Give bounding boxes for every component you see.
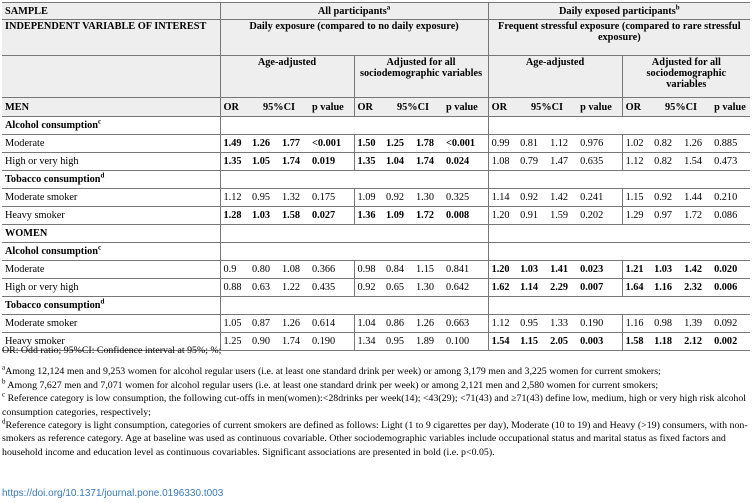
ci-high-cell: 1.72 <box>416 210 435 221</box>
p-value-cell: 0.642 <box>446 282 470 293</box>
or-cell: 1.29 <box>622 207 651 225</box>
p-value-cell: 0.086 <box>714 210 738 221</box>
adjusted-all-header-2: Adjusted for all sociodemographic variables <box>622 56 750 98</box>
or-cell: 0.88 <box>220 279 249 297</box>
or-cell: 1.09 <box>354 189 383 207</box>
note-abbreviations: OR: Odd ratio; 95%CI: Confidence interval at 95%; %; <box>2 345 222 356</box>
ci-high-cell: 1.08 <box>282 264 301 275</box>
or-cell: 1.34 <box>354 333 383 351</box>
or-cell: 1.16 <box>622 315 651 333</box>
ci-high-cell: 1.47 <box>550 156 569 167</box>
ci-low-cell: 0.92 <box>386 192 405 203</box>
ci-low-cell: 1.26 <box>252 138 271 149</box>
or-cell: 1.12 <box>220 189 249 207</box>
p-value-cell: 0.663 <box>446 318 470 329</box>
ci-low-cell: 1.14 <box>520 282 539 293</box>
section-tobacco: Tobacco consumption$^d$ <box>5 171 105 185</box>
adjusted-all-header-1: Adjusted for all sociodemographic variables <box>354 56 488 98</box>
row-label: Moderate <box>5 138 45 149</box>
ci-high-cell: 1.89 <box>416 336 435 347</box>
note-b: $^b$ Among 7,627 men and 7,071 women for alcohol regular users (i.e. at least one standard drink per week) or among 2,121 men and 2,580 women for current smokers; <box>2 377 659 391</box>
ci-low-cell: 0.95 <box>520 318 539 329</box>
ci-low-cell: 0.95 <box>386 336 405 347</box>
all-participants-header: All participants$^a$ <box>220 3 488 20</box>
age-adjusted-header-2: Age-adjusted <box>488 56 622 98</box>
daily-exposed-header: Daily exposed participants$^b$ <box>488 3 750 20</box>
sample-header: SAMPLE <box>5 5 48 17</box>
ci-high-cell: 1.22 <box>282 282 301 293</box>
men-header: MEN <box>5 101 30 113</box>
table-row <box>2 189 750 207</box>
ci-low-cell: 0.92 <box>520 192 539 203</box>
table-row <box>2 153 750 171</box>
p-value-cell: 0.614 <box>312 318 336 329</box>
section-alcohol: Alcohol consumption$^c$ <box>5 243 102 257</box>
doi-link[interactable]: https://doi.org/10.1371/journal.pone.0196330.t003 <box>2 488 224 499</box>
row-label: Moderate smoker <box>5 192 78 203</box>
ci-high-cell: 1.12 <box>550 138 569 149</box>
ci-low-cell: 0.81 <box>520 138 539 149</box>
or-cell: 1.21 <box>622 261 651 279</box>
col-or: OR <box>354 98 383 117</box>
p-value-cell: 0.241 <box>580 192 604 203</box>
note-d: $^d$Reference category is light consumption, categories of current smokers are defined as follows: Light (1 to 9 cigarettes per day), Moderate (10 to 19) and Heavy (>19) consumers, with non-smokers as reference category. Age at baseline was used as continuous covariable. Other sociodemographic variables include occupational status and marital status as fixed factors and household income and education level as continuous covariables. Significant associations are presented in bold (i.e. p<0.05). <box>2 417 748 458</box>
ci-low-cell: 1.03 <box>520 264 539 275</box>
table-footnotes <box>2 344 750 459</box>
or-cell: 1.62 <box>488 279 517 297</box>
table-row <box>2 135 750 153</box>
or-cell: 1.12 <box>488 315 517 333</box>
or-cell: 1.28 <box>220 207 249 225</box>
ci-low-cell: 1.04 <box>386 156 405 167</box>
p-value-cell: 0.020 <box>714 264 738 275</box>
ci-high-cell: 1.26 <box>684 138 703 149</box>
ci-low-cell: 1.16 <box>654 282 673 293</box>
p-value-cell: 0.006 <box>714 282 738 293</box>
ci-low-cell: 0.97 <box>654 210 673 221</box>
women-header: WOMEN <box>5 228 48 239</box>
ci-low-cell: 0.80 <box>252 264 271 275</box>
ci-low-cell: 0.79 <box>520 156 539 167</box>
ci-low-cell: 1.09 <box>386 210 405 221</box>
col-p: p value <box>446 101 478 113</box>
ci-low-cell: 0.82 <box>654 156 673 167</box>
or-cell: 1.02 <box>622 135 651 153</box>
ci-high-cell: 1.26 <box>416 318 435 329</box>
col-ci: 95%CI <box>262 101 296 113</box>
ci-high-cell: 2.12 <box>684 336 703 347</box>
frequent-stressful-header: Frequent stressful exposure (compared to rare stressful exposure) <box>488 20 750 56</box>
or-cell: 1.35 <box>354 153 383 171</box>
ci-low-cell: 1.25 <box>386 138 405 149</box>
ci-high-cell: 1.44 <box>684 192 703 203</box>
ci-low-cell: 0.98 <box>654 318 673 329</box>
ci-high-cell: 1.58 <box>282 210 301 221</box>
col-p: p value <box>312 101 344 113</box>
p-value-cell: 0.024 <box>446 156 470 167</box>
col-ci: 95%CI <box>531 101 564 113</box>
row-label: Heavy smoker <box>5 336 65 347</box>
or-cell: 1.36 <box>354 207 383 225</box>
independent-variable-header: INDEPENDENT VARIABLE OF INTEREST <box>5 21 207 32</box>
note-a: $^a$Among 12,124 men and 9,253 women for alcohol regular users (i.e. at least one standard drink per week) or among 3,179 men and 3,225 women for current smokers; <box>2 364 661 378</box>
p-value-cell: 0.008 <box>446 210 470 221</box>
ci-low-cell: 1.03 <box>654 264 673 275</box>
ci-high-cell: 1.32 <box>282 192 301 203</box>
ci-high-cell: 2.05 <box>550 336 569 347</box>
ci-high-cell: 1.15 <box>416 264 435 275</box>
col-p: p value <box>580 101 612 113</box>
or-cell: 1.14 <box>488 189 517 207</box>
ci-high-cell: 1.77 <box>282 138 301 149</box>
p-value-cell: 0.435 <box>312 282 336 293</box>
p-value-cell: 0.100 <box>446 336 470 347</box>
p-value-cell: 0.841 <box>446 264 470 275</box>
ci-low-cell: 0.82 <box>654 138 673 149</box>
or-cell: 0.9 <box>220 261 249 279</box>
col-p: p value <box>714 101 746 113</box>
or-cell: 1.50 <box>354 135 383 153</box>
p-value-cell: 0.976 <box>580 138 604 149</box>
p-value-cell: 0.325 <box>446 192 470 203</box>
ci-low-cell: 1.15 <box>520 336 539 347</box>
or-cell: 1.20 <box>488 261 517 279</box>
or-cell: 1.15 <box>622 189 651 207</box>
ci-high-cell: 1.74 <box>282 156 301 167</box>
or-cell: 1.64 <box>622 279 651 297</box>
section-tobacco: Tobacco consumption$^d$ <box>5 297 105 311</box>
p-value-cell: <0.001 <box>446 138 476 149</box>
or-cell: 1.05 <box>220 315 249 333</box>
ci-low-cell: 0.91 <box>520 210 539 221</box>
p-value-cell: 0.210 <box>714 192 738 203</box>
ci-high-cell: 1.74 <box>282 336 301 347</box>
or-cell: 1.08 <box>488 153 517 171</box>
or-cell: 0.99 <box>488 135 517 153</box>
row-label: High or very high <box>5 282 79 293</box>
ci-high-cell: 1.74 <box>416 156 435 167</box>
results-table <box>2 2 750 351</box>
col-or: OR <box>622 98 651 117</box>
ci-high-cell: 1.39 <box>684 318 703 329</box>
ci-low-cell: 0.65 <box>386 282 405 293</box>
ci-low-cell: 0.92 <box>654 192 673 203</box>
p-value-cell: 0.202 <box>580 210 604 221</box>
p-value-cell: 0.366 <box>312 264 336 275</box>
table-row <box>2 207 750 225</box>
ci-high-cell: 1.26 <box>282 318 301 329</box>
p-value-cell: 0.027 <box>312 210 336 221</box>
p-value-cell: 0.473 <box>714 156 738 167</box>
p-value-cell: 0.190 <box>312 336 336 347</box>
table-row <box>2 279 750 297</box>
daily-exposure-header: Daily exposure (compared to no daily exposure) <box>220 20 488 56</box>
p-value-cell: 0.175 <box>312 192 336 203</box>
or-cell: 1.58 <box>622 333 651 351</box>
ci-high-cell: 1.59 <box>550 210 569 221</box>
or-cell: 1.35 <box>220 153 249 171</box>
p-value-cell: 0.023 <box>580 264 604 275</box>
ci-high-cell: 1.33 <box>550 318 569 329</box>
ci-low-cell: 0.84 <box>386 264 405 275</box>
p-value-cell: 0.002 <box>714 336 738 347</box>
p-value-cell: 0.019 <box>312 156 336 167</box>
note-c: $^c$ Reference category is low consumption, the following cut-offs in men(women):<28drinks per week(14); <43(29); <71(43) and ≥71(43) define low, medium, high or very high risk alcohol consumption categories, respectively; <box>2 390 747 418</box>
ci-high-cell: 1.54 <box>684 156 703 167</box>
ci-high-cell: 1.41 <box>550 264 569 275</box>
or-cell: 1.25 <box>220 333 249 351</box>
ci-high-cell: 1.30 <box>416 192 435 203</box>
ci-low-cell: 1.05 <box>252 156 271 167</box>
ci-low-cell: 1.03 <box>252 210 271 221</box>
age-adjusted-header-1: Age-adjusted <box>220 56 354 98</box>
or-cell: 0.98 <box>354 261 383 279</box>
ci-low-cell: 0.95 <box>252 192 271 203</box>
ci-low-cell: 0.90 <box>252 336 271 347</box>
p-value-cell: 0.092 <box>714 318 738 329</box>
ci-high-cell: 1.30 <box>416 282 435 293</box>
p-value-cell: 0.007 <box>580 282 604 293</box>
blank-cell <box>2 56 220 98</box>
row-label: Moderate smoker <box>5 318 78 329</box>
ci-low-cell: 1.18 <box>654 336 673 347</box>
ci-high-cell: 1.42 <box>550 192 569 203</box>
p-value-cell: 0.003 <box>580 336 604 347</box>
ci-low-cell: 0.86 <box>386 318 405 329</box>
ci-high-cell: 2.32 <box>684 282 703 293</box>
ci-low-cell: 0.63 <box>252 282 271 293</box>
row-label: Moderate <box>5 264 45 275</box>
ci-high-cell: 1.42 <box>684 264 703 275</box>
ci-high-cell: 1.72 <box>684 210 703 221</box>
col-ci: 95%CI <box>396 101 430 113</box>
ci-high-cell: 2.29 <box>550 282 569 293</box>
p-value-cell: 0.190 <box>580 318 604 329</box>
or-cell: 1.54 <box>488 333 517 351</box>
table-row <box>2 315 750 333</box>
or-cell: 1.20 <box>488 207 517 225</box>
ci-low-cell: 0.87 <box>252 318 271 329</box>
table-row <box>2 261 750 279</box>
p-value-cell: 0.635 <box>580 156 604 167</box>
row-label: Heavy smoker <box>5 210 65 221</box>
or-cell: 1.04 <box>354 315 383 333</box>
col-or: OR <box>488 98 517 117</box>
p-value-cell: <0.001 <box>312 138 342 149</box>
or-cell: 0.92 <box>354 279 383 297</box>
col-ci: 95%CI <box>665 101 698 113</box>
ci-high-cell: 1.78 <box>416 138 435 149</box>
or-cell: 1.49 <box>220 135 249 153</box>
p-value-cell: 0.885 <box>714 138 738 149</box>
col-or: OR <box>220 98 249 117</box>
section-alcohol: Alcohol consumption$^c$ <box>5 117 102 131</box>
row-label: High or very high <box>5 156 79 167</box>
or-cell: 1.12 <box>622 153 651 171</box>
